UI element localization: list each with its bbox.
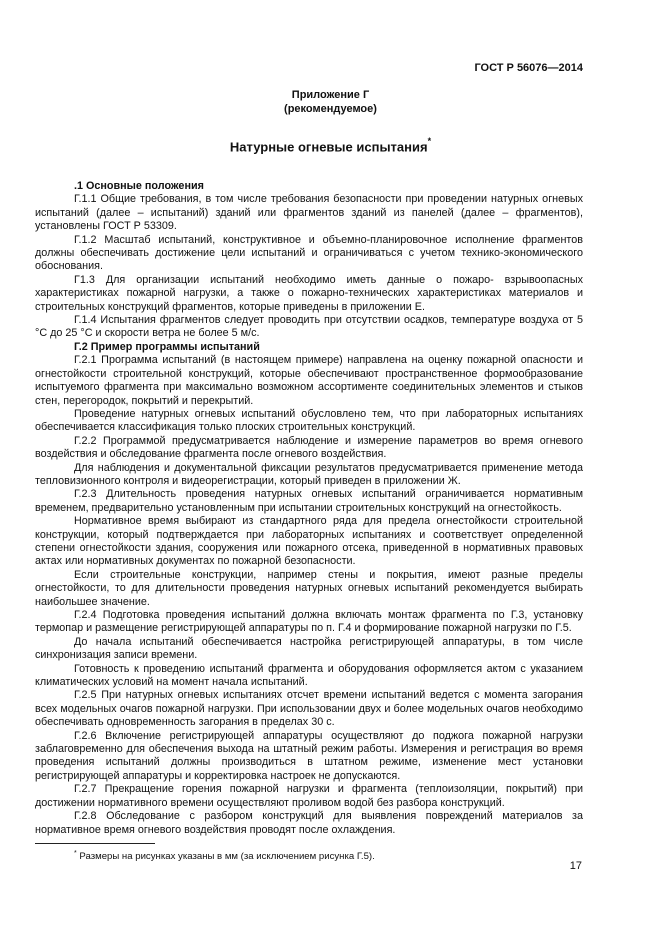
paragraph: Г.2.4 Подготовка проведения испытаний должна включать монтаж фрагмента по Г.3, установку термопар и размещение регистрирующей аппаратуры по п. Г.4 и формирование пожарной нагрузки по Г.5. <box>35 609 583 635</box>
footnote-mark: * <box>74 850 77 857</box>
paragraph: До начала испытаний обеспечивается настройка регистрирующей аппаратуры, в том числе синхронизация записи времени. <box>35 635 583 662</box>
paragraph: Г.2.5 При натурных огневых испытаниях отсчет времени испытаний ведется с момента загорания всех модельных очагов пожарной нагрузки. При использовании двух и более модельных очагов необходимо обеспечивать одновременность загорания в пределах 30 с. <box>35 689 583 729</box>
paragraph: Г.2.6 Включение регистрирующей аппаратуры осуществляют до поджога пожарной нагрузки заблаговременно для обеспечения выхода на штатный режим работы. Измерения и регистрация во время проведения испытаний должны производиться в штатном режиме, изменение мест установки регистрирующей аппаратуры и корректировка настроек не допускаются. <box>35 729 583 782</box>
paragraph: Для наблюдения и документальной фиксации результатов предусматривается применение метода тепловизионного контроля и видеорегистрации, который приведен в приложении Ж. <box>35 461 583 487</box>
footnote-separator <box>35 843 155 844</box>
paragraph: Г.2.3 Длительность проведения натурных огневых испытаний ограничивается нормативным временем, предварительно установленным при испытании строительных конструкций на огнестойкость. <box>35 488 583 514</box>
annex-subtitle: (рекомендуемое) <box>284 103 377 115</box>
body-text <box>35 180 583 837</box>
heading-text: Натурные огневые испытания <box>229 139 428 155</box>
paragraph: Г.2.7 Прекращение горения пожарной нагрузки и фрагмента (теплоизоляции, покрытий) при достижении нормативного времени осуществляют проливом водой без разбора конструкций. <box>35 783 583 809</box>
paragraph: Нормативное время выбирают из стандартного ряда для предела огнестойкости строительной конструкции, который подтверждается при лабораторных испытаниях и соответствует определенной степени огнестойкости здания, сооружения или пожарного отсека, приведенной в нормативных правовых актах или нормативных документах по пожарной безопасности. <box>35 515 583 568</box>
paragraph: Г.1.1 Общие требования, в том числе требования безопасности при проведении натурных огневых испытаний (далее – испытаний) зданий или фрагментов зданий из панелей (далее – фрагментов), установлены ГОСТ Р 53309. <box>35 193 583 233</box>
paragraph: Г.1.2 Масштаб испытаний, конструктивное и объемно-планировочное исполнение фрагментов должны обеспечивать достижение цели испытаний и ограничиваться с учетом технико-экономического обоснования. <box>35 233 583 273</box>
paragraph: Г.2.2 Программой предусматривается наблюдение и измерение параметров во время огневого воздействия и обследование фрагмента после огневого воздействия. <box>35 434 583 461</box>
paragraph: Г.1.4 Испытания фрагментов следует проводить при отсутствии осадков, температуре воздуха от 5 °С до 25 °С и скорости ветра не более 5 м/с. <box>35 314 583 340</box>
footnote-mark: * <box>427 136 432 146</box>
paragraph: Проведение натурных огневых испытаний обусловлено тем, что при лабораторных испытаниях обеспечивается классификация только плоских строительных конструкций. <box>35 407 583 434</box>
section-heading <box>0 138 661 154</box>
paragraph: Г1.3 Для организации испытаний необходимо иметь данные о пожаро- взрывоопасных характеристиках пожарной нагрузки, а также о пожарно-технических характеристиках материалов и строительных конструкций фрагментов, которые приведены в приложении Е. <box>35 273 583 313</box>
annex-title: Приложение Г <box>291 89 370 101</box>
paragraph: Г.2.8 Обследование с разбором конструкций для выявления повреждений материалов за нормативное время огневого воздействия проводят после охлаждения. <box>35 810 583 836</box>
annex-header <box>0 88 661 116</box>
paragraph: Г.2.1 Программа испытаний (в настоящем примере) направлена на оценку пожарной опасности и огнестойкости строительной конструкций, которые обеспечивают пространственное формообразование испытуемого фрагмента при максимально возможном ассортименте соединительных элементов и стыков стен, перегородок, покрытий и перекрытий. <box>35 354 583 407</box>
subsection-heading: Г.2 Пример программы испытаний <box>74 340 260 353</box>
subsection-heading: .1 Основные положения <box>74 180 204 192</box>
standard-number: ГОСТ Р 56076—2014 <box>474 62 583 74</box>
footnote-text: Размеры на рисунках указаны в мм (за исключением рисунка Г.5). <box>76 851 375 863</box>
paragraph: Готовность к проведению испытаний фрагмента и оборудования оформляется актом с указанием климатических условий на момент начала испытаний. <box>35 662 583 689</box>
footnote <box>74 850 375 862</box>
paragraph: Если строительные конструкции, например стены и покрытия, имеют разные пределы огнестойкости, то для длительности проведения натурных огневых испытаний рекомендуется выбирать наибольшее значение. <box>35 568 583 608</box>
page-number: 17 <box>569 860 582 872</box>
